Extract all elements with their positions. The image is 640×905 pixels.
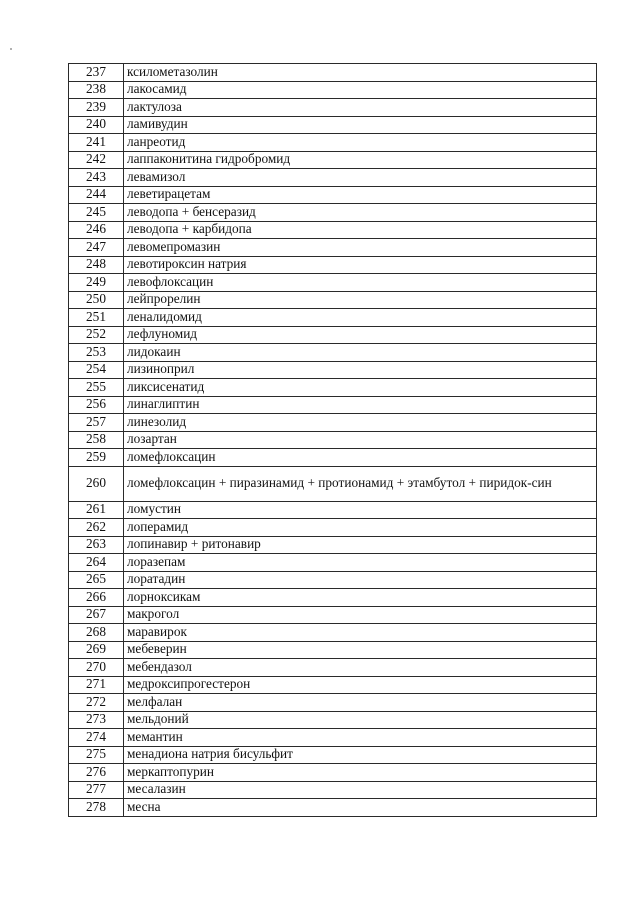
drug-name: мелфалан <box>124 694 597 712</box>
table-row <box>69 554 597 572</box>
table-row <box>69 291 597 309</box>
drug-name: лейпрорелин <box>124 291 597 309</box>
drug-name: леветирацетам <box>124 186 597 204</box>
table-row <box>69 606 597 624</box>
drug-name: лозартан <box>124 431 597 449</box>
row-number: 253 <box>69 344 124 362</box>
drug-name: меркаптопурин <box>124 764 597 782</box>
table-row <box>69 239 597 257</box>
row-number: 272 <box>69 694 124 712</box>
drug-name: лидокаин <box>124 344 597 362</box>
drug-name: левомепромазин <box>124 239 597 257</box>
drug-list-table <box>68 63 597 817</box>
table-row <box>69 764 597 782</box>
row-number: 259 <box>69 449 124 467</box>
row-number: 239 <box>69 99 124 117</box>
table-row <box>69 151 597 169</box>
table-row <box>69 396 597 414</box>
table-row <box>69 64 597 82</box>
row-number: 276 <box>69 764 124 782</box>
table-row <box>69 589 597 607</box>
row-number: 270 <box>69 659 124 677</box>
table-row <box>69 571 597 589</box>
row-number: 246 <box>69 221 124 239</box>
row-number: 268 <box>69 624 124 642</box>
drug-name: ломефлоксацин + пиразинамид + протионамид + этамбутол + пиридок-син <box>124 466 597 501</box>
table-row <box>69 449 597 467</box>
table-row <box>69 781 597 799</box>
row-number: 275 <box>69 746 124 764</box>
row-number: 248 <box>69 256 124 274</box>
table-row <box>69 466 597 501</box>
row-number: 238 <box>69 81 124 99</box>
drug-name: ксилометазолин <box>124 64 597 82</box>
table-row <box>69 659 597 677</box>
drug-name: макрогол <box>124 606 597 624</box>
row-number: 267 <box>69 606 124 624</box>
row-number: 260 <box>69 466 124 501</box>
table-row <box>69 624 597 642</box>
table-row <box>69 326 597 344</box>
drug-name: ломустин <box>124 501 597 519</box>
drug-name: менадиона натрия бисульфит <box>124 746 597 764</box>
row-number: 247 <box>69 239 124 257</box>
row-number: 258 <box>69 431 124 449</box>
row-number: 262 <box>69 519 124 537</box>
drug-name: лактулоза <box>124 99 597 117</box>
drug-name: мельдоний <box>124 711 597 729</box>
table-row <box>69 361 597 379</box>
drug-name: мебеверин <box>124 641 597 659</box>
drug-name: месалазин <box>124 781 597 799</box>
table-row <box>69 309 597 327</box>
drug-name: леводопа + бенсеразид <box>124 204 597 222</box>
table-row <box>69 746 597 764</box>
drug-name: маравирок <box>124 624 597 642</box>
row-number: 265 <box>69 571 124 589</box>
table-row <box>69 81 597 99</box>
table-row <box>69 729 597 747</box>
row-number: 266 <box>69 589 124 607</box>
row-number: 271 <box>69 676 124 694</box>
drug-name: месна <box>124 799 597 817</box>
row-number: 278 <box>69 799 124 817</box>
table-row <box>69 519 597 537</box>
row-number: 244 <box>69 186 124 204</box>
row-number: 249 <box>69 274 124 292</box>
row-number: 263 <box>69 536 124 554</box>
row-number: 237 <box>69 64 124 82</box>
drug-name: ломефлоксацин <box>124 449 597 467</box>
table-row <box>69 711 597 729</box>
table-row <box>69 501 597 519</box>
row-number: 241 <box>69 134 124 152</box>
drug-name: мемантин <box>124 729 597 747</box>
table-body <box>69 64 597 817</box>
drug-name: лопинавир + ритонавир <box>124 536 597 554</box>
drug-name: лоперамид <box>124 519 597 537</box>
drug-name: мебендазол <box>124 659 597 677</box>
row-number: 277 <box>69 781 124 799</box>
table-row <box>69 221 597 239</box>
row-number: 242 <box>69 151 124 169</box>
row-number: 245 <box>69 204 124 222</box>
table-row <box>69 204 597 222</box>
row-number: 250 <box>69 291 124 309</box>
table-row <box>69 414 597 432</box>
table-row <box>69 134 597 152</box>
row-number: 257 <box>69 414 124 432</box>
drug-name: ликсисенатид <box>124 379 597 397</box>
row-number: 264 <box>69 554 124 572</box>
drug-name: линаглиптин <box>124 396 597 414</box>
drug-name: лоратадин <box>124 571 597 589</box>
drug-name: ламивудин <box>124 116 597 134</box>
row-number: 256 <box>69 396 124 414</box>
table-row <box>69 99 597 117</box>
row-number: 269 <box>69 641 124 659</box>
table-row <box>69 431 597 449</box>
table-row <box>69 641 597 659</box>
scan-dot <box>10 48 12 50</box>
row-number: 261 <box>69 501 124 519</box>
table-row <box>69 536 597 554</box>
drug-name: левотироксин натрия <box>124 256 597 274</box>
drug-name: лоразепам <box>124 554 597 572</box>
table-row <box>69 379 597 397</box>
row-number: 273 <box>69 711 124 729</box>
row-number: 251 <box>69 309 124 327</box>
row-number: 240 <box>69 116 124 134</box>
row-number: 255 <box>69 379 124 397</box>
row-number: 243 <box>69 169 124 187</box>
drug-name: ланреотид <box>124 134 597 152</box>
row-number: 274 <box>69 729 124 747</box>
table-row <box>69 799 597 817</box>
drug-name: леводопа + карбидопа <box>124 221 597 239</box>
table-row <box>69 694 597 712</box>
drug-name: лакосамид <box>124 81 597 99</box>
drug-name: лорноксикам <box>124 589 597 607</box>
drug-name: медроксипрогестерон <box>124 676 597 694</box>
drug-name: левамизол <box>124 169 597 187</box>
drug-name: линезолид <box>124 414 597 432</box>
table-row <box>69 116 597 134</box>
row-number: 254 <box>69 361 124 379</box>
table-row <box>69 344 597 362</box>
drug-name: левофлоксацин <box>124 274 597 292</box>
table-row <box>69 256 597 274</box>
table-row <box>69 274 597 292</box>
row-number: 252 <box>69 326 124 344</box>
table-row <box>69 186 597 204</box>
drug-name: лаппаконитина гидробромид <box>124 151 597 169</box>
drug-name: лефлуномид <box>124 326 597 344</box>
drug-name: лизиноприл <box>124 361 597 379</box>
table-row <box>69 169 597 187</box>
table-row <box>69 676 597 694</box>
drug-name: леналидомид <box>124 309 597 327</box>
